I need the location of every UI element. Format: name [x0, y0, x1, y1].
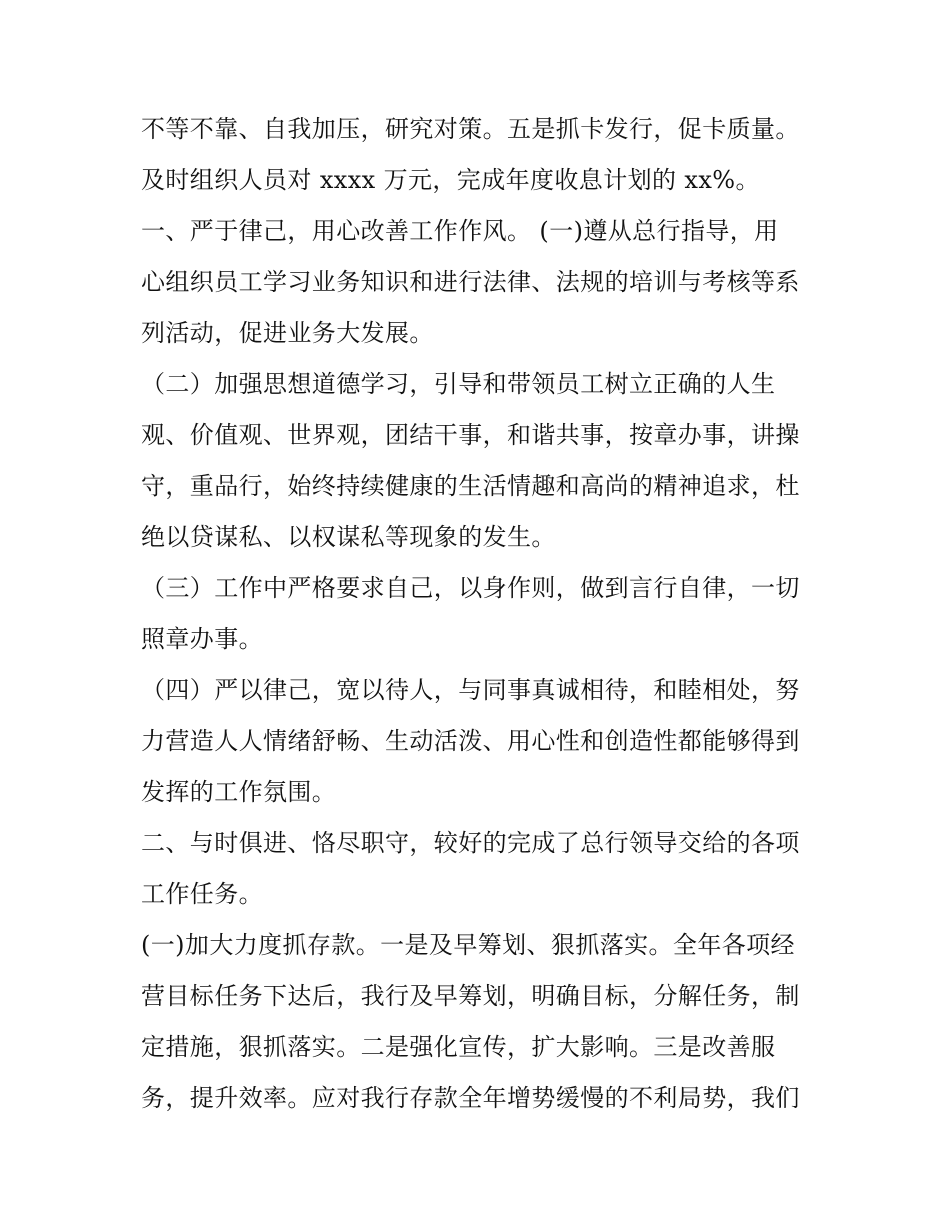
- text-line: 守，重品行，始终持续健康的生活情趣和高尚的精神追求，杜: [141, 472, 800, 500]
- text-line: 务，提升效率。应对我行存款全年增势缓慢的不利局势，我们: [141, 1084, 800, 1112]
- text-line: 二、与时俱进、恪尽职守，较好的完成了总行领导交给的各项: [141, 829, 800, 857]
- text-line: 列活动，促进业务大发展。: [141, 319, 434, 347]
- text-line: 力营造人人情绪舒畅、生动活泼、用心性和创造性都能够得到: [141, 727, 800, 755]
- text-line: 照章办事。: [141, 625, 263, 653]
- text-line: 定措施，狠抓落实。二是强化宣传，扩大影响。三是改善服: [141, 1033, 776, 1061]
- text-line: （四）严以律己，宽以待人，与同事真诚相待，和睦相处，努: [141, 676, 800, 704]
- text-line: 心组织员工学习业务知识和进行法律、法规的培训与考核等系: [141, 268, 800, 296]
- text-line: 观、价值观、世界观，团结干事，和谐共事，按章办事，讲操: [141, 421, 800, 449]
- text-line: 不等不靠、自我加压，研究对策。五是抓卡发行，促卡质量。: [141, 115, 800, 143]
- text-line: 绝以贷谋私、以权谋私等现象的发生。: [141, 523, 556, 551]
- text-line: 发挥的工作氛围。: [141, 778, 337, 806]
- text-line: 及时组织人员对 xxxx 万元，完成年度收息计划的 xx%。: [141, 166, 760, 194]
- text-line: （三）工作中严格要求自己，以身作则，做到言行自律，一切: [141, 574, 800, 602]
- text-line: (一)加大力度抓存款。一是及早筹划、狠抓落实。全年各项经: [141, 931, 795, 959]
- text-line: 营目标任务下达后，我行及早筹划，明确目标，分解任务，制: [141, 982, 800, 1010]
- text-line: 一、严于律己，用心改善工作作风。 (一)遵从总行指导，用: [141, 217, 779, 245]
- text-line: （二）加强思想道德学习，引导和带领员工树立正确的人生: [141, 370, 776, 398]
- text-line: 工作任务。: [141, 880, 263, 908]
